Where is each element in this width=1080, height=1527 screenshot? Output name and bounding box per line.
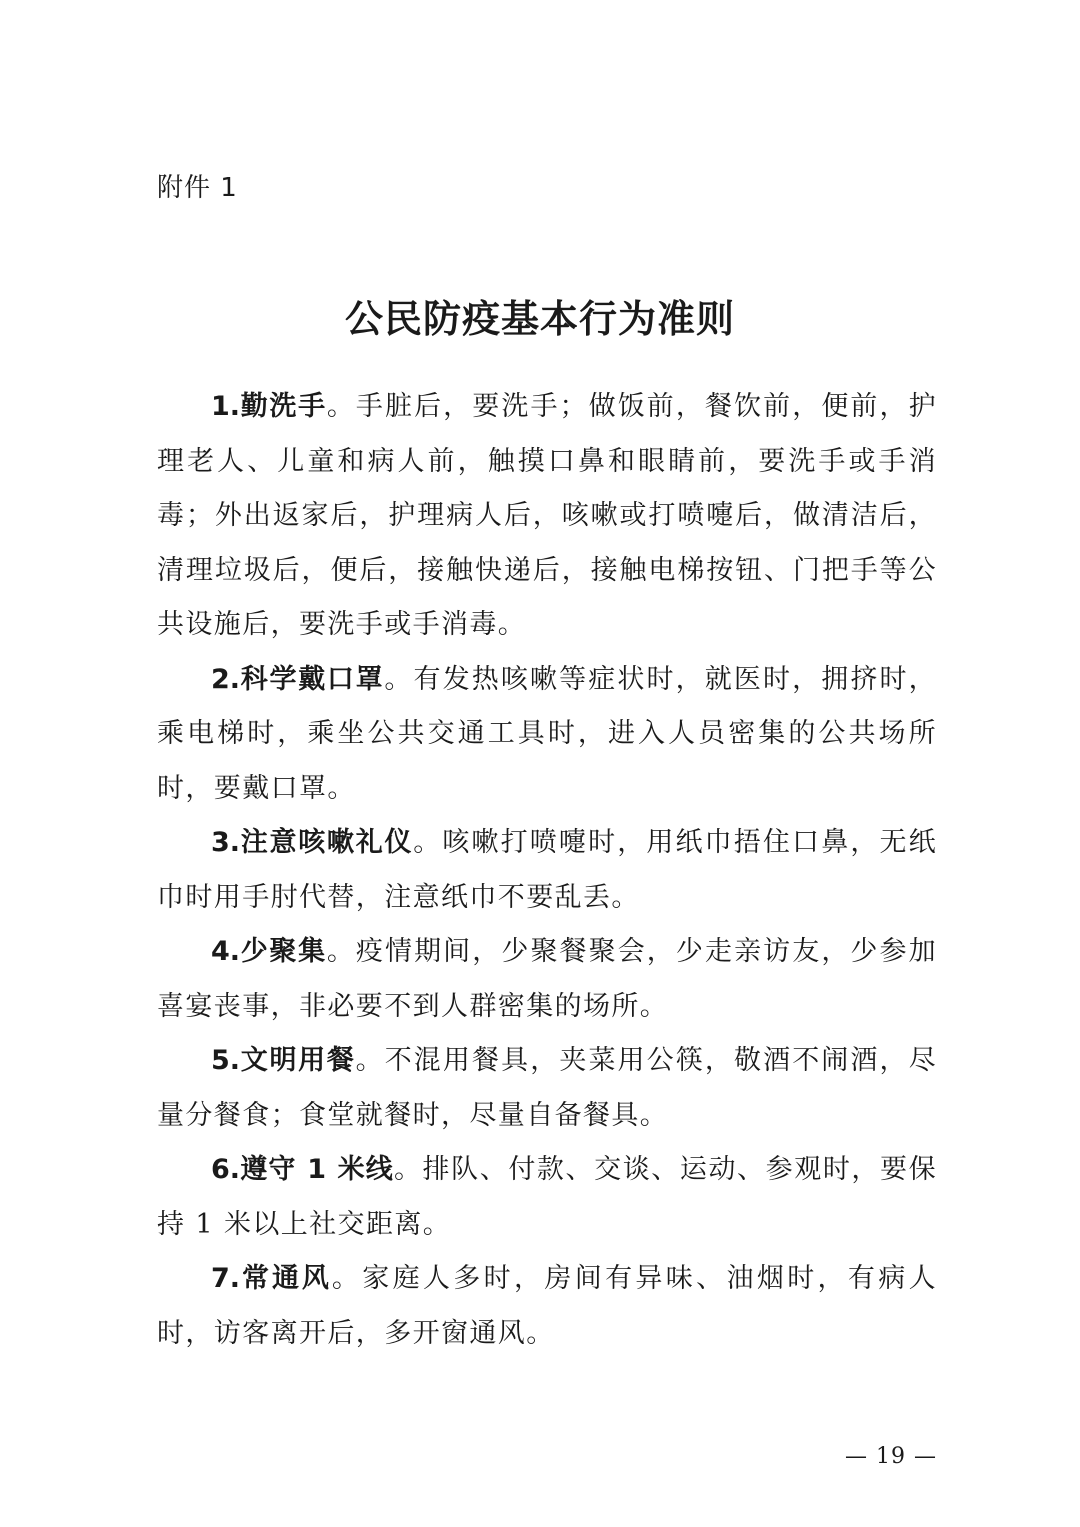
document-body bbox=[157, 380, 937, 1361]
guideline-item-7 bbox=[157, 1252, 937, 1361]
item-text: 。咳嗽打喷嚏时，用纸巾捂住口鼻，无纸巾时用手肘代替，注意纸巾不要乱丢。 bbox=[157, 827, 938, 913]
item-number: 1. bbox=[211, 391, 241, 422]
page-number: — 19 — bbox=[845, 1444, 937, 1469]
guideline-item-6 bbox=[157, 1143, 937, 1252]
item-number: 7. bbox=[211, 1263, 241, 1294]
guideline-item-4 bbox=[157, 925, 937, 1034]
item-heading: 科学戴口罩 bbox=[240, 663, 385, 695]
item-text: 。手脏后，要洗手；做饭前，餐饮前，便前，护理老人、儿童和病人前，触摸口鼻和眼睛前，要洗手或手消毒；外出返家后，护理病人后，咳嗽或打喷嚏后，做清洁后，清理垃圾后，便后，接触快递后，接触电梯按钮、门把手等公共设施后，要洗手或手消毒。 bbox=[157, 391, 938, 640]
item-heading: 文明用餐 bbox=[240, 1045, 356, 1076]
item-heading: 勤洗手 bbox=[240, 391, 327, 422]
item-number: 4. bbox=[211, 936, 241, 967]
item-heading: 常通风 bbox=[240, 1263, 332, 1294]
item-number: 5. bbox=[211, 1045, 241, 1076]
item-text: 。排队、付款、交谈、运动、参观时，要保持 1 米以上社交距离。 bbox=[157, 1154, 937, 1240]
guideline-item-3 bbox=[157, 816, 937, 925]
guideline-item-1 bbox=[157, 380, 937, 653]
item-heading: 少聚集 bbox=[240, 936, 327, 967]
guideline-item-5 bbox=[157, 1034, 937, 1143]
item-number: 3. bbox=[211, 827, 241, 858]
guideline-item-2 bbox=[157, 653, 937, 817]
item-heading: 遵守 1 米线 bbox=[240, 1154, 394, 1185]
item-heading: 注意咳嗽礼仪 bbox=[240, 827, 414, 858]
item-number: 2. bbox=[211, 663, 241, 695]
item-number: 6. bbox=[211, 1154, 241, 1185]
item-text: 。有发热咳嗽等症状时，就医时，拥挤时，乘电梯时，乘坐公共交通工具时，进入人员密集的公共场所时，要戴口罩。 bbox=[157, 663, 937, 804]
item-text: 。不混用餐具，夹菜用公筷，敬酒不闹酒，尽量分餐食；食堂就餐时，尽量自备餐具。 bbox=[157, 1045, 938, 1131]
attachment-label: 附件 1 bbox=[157, 173, 238, 203]
item-text: 。家庭人多时，房间有异味、油烟时，有病人时，访客离开后，多开窗通风。 bbox=[157, 1263, 938, 1349]
item-text: 。疫情期间，少聚餐聚会，少走亲访友，少参加喜宴丧事，非必要不到人群密集的场所。 bbox=[157, 936, 938, 1022]
document-title: 公民防疫基本行为准则 bbox=[344, 297, 735, 342]
